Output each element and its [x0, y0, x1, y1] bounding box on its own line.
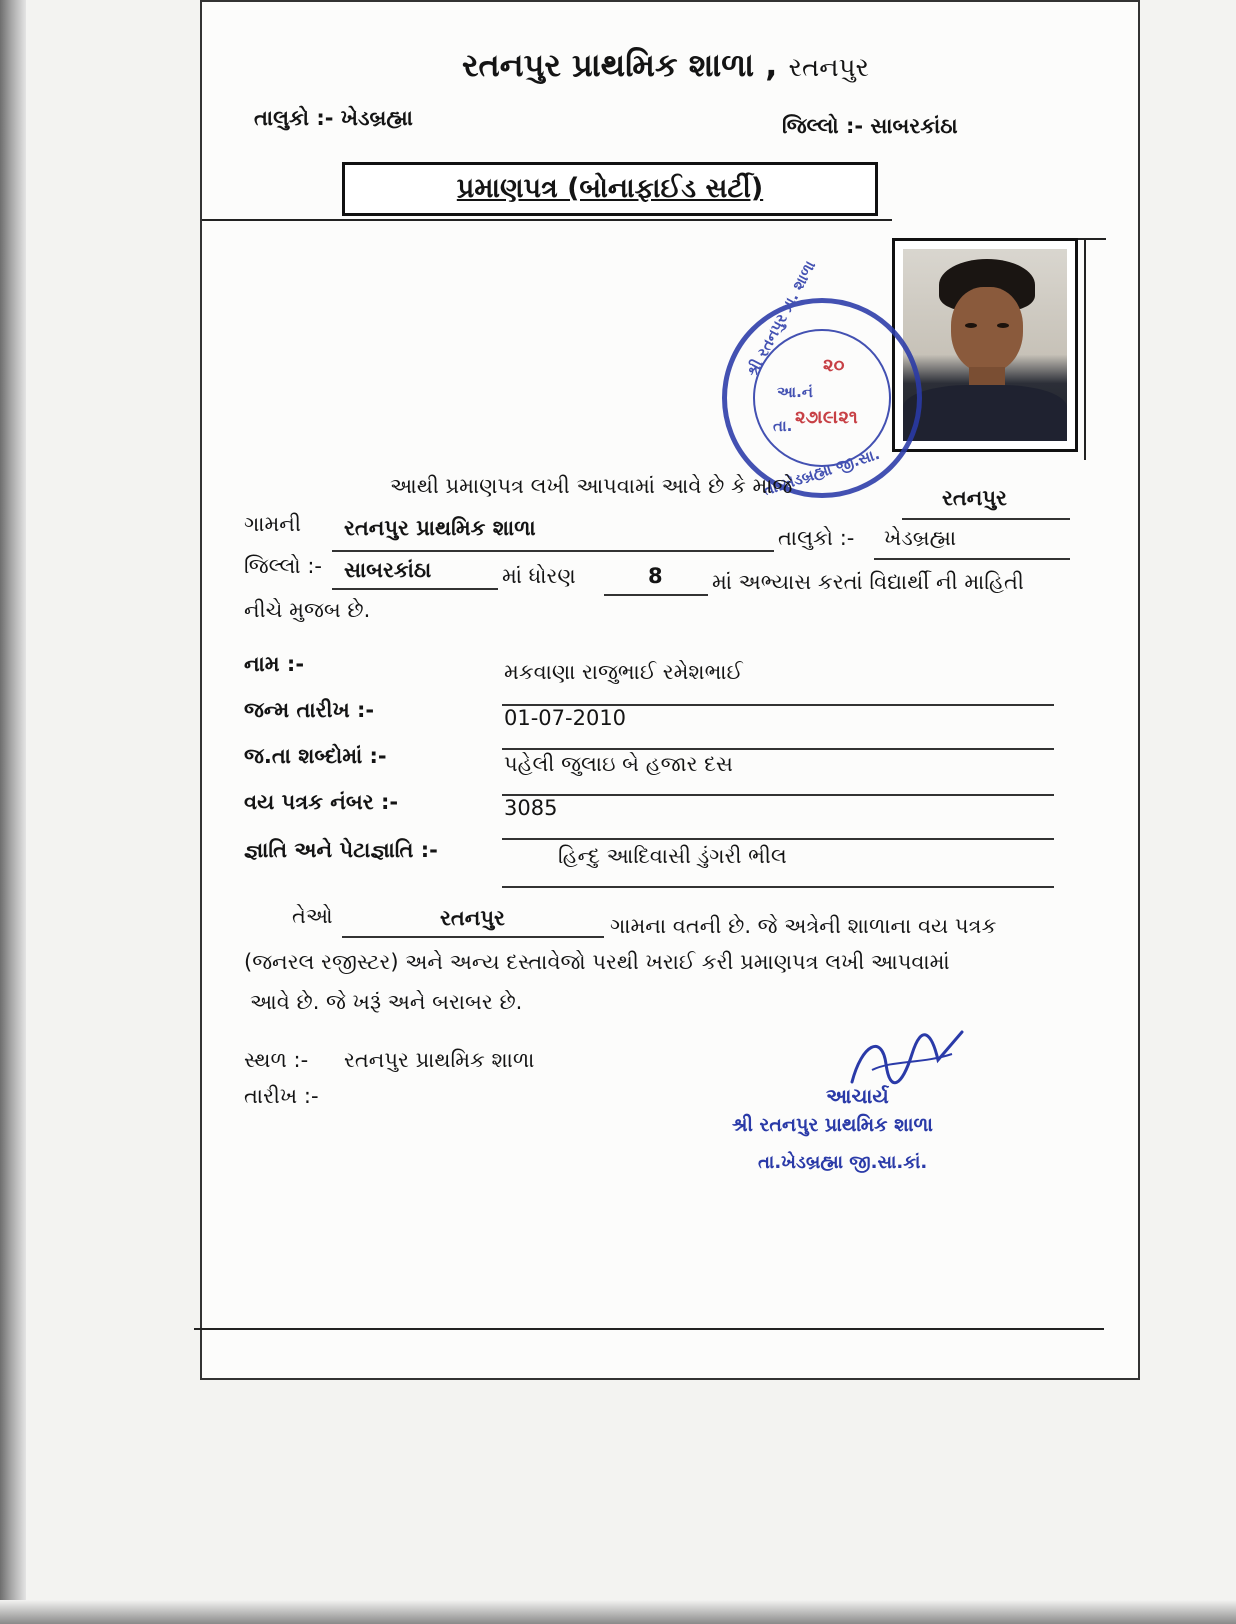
header-taluka: [254, 106, 413, 131]
scan-bottom-shadow: [0, 1600, 1236, 1624]
field-dob-label: જન્મ તારીખ :-: [244, 698, 375, 722]
school-village: રતનપુર: [788, 53, 869, 83]
field-name-value: મકવાણા રાજુભાઈ રમેશભાઈ: [504, 660, 743, 684]
closing-line-3: આવે છે. જે ખરૂં અને બરાબર છે.: [250, 990, 523, 1014]
intro-district: સાબરકાંઠા: [344, 558, 432, 582]
school-name: રતનપુર પ્રાથમિક શાળા ,: [462, 46, 778, 84]
certificate-sheet: [200, 0, 1140, 1380]
field-name-label: નામ :-: [244, 652, 305, 676]
student-photo-frame: [892, 238, 1078, 452]
school-title: [462, 46, 869, 85]
date-label: તારીખ :-: [244, 1084, 319, 1108]
taluka-value: ખેડબ્રહ્મા: [340, 106, 413, 130]
stamp-outer-text: શ્રી રતનપુર પ્રા. શાળા: [743, 257, 820, 380]
header-divider: [202, 219, 892, 221]
place-value: રતનપુર પ્રાથમિક શાળા: [344, 1048, 535, 1072]
intro-village-label: ગામની: [244, 512, 301, 536]
school-stamp: [722, 257, 922, 500]
intro-village: રતનપુર: [942, 486, 1007, 510]
intro-std-label: માં ધોરણ: [502, 564, 576, 588]
stamp-date: ૨૭।૯।૨૧: [795, 407, 858, 428]
field-caste-value: હિન્દુ આદિવાસી ડુંગરી ભીલ: [558, 844, 787, 868]
intro-tail: માં અભ્યાસ કરતાં વિદ્યાર્થી ની માહિતી: [712, 570, 1024, 594]
stamp-date-label: તા.: [773, 417, 793, 435]
field-caste-label: જ્ઞાતિ અને પેટાજ્ઞાતિ :-: [244, 838, 438, 862]
intro-line-1: આથી પ્રમાણપત્ર લખી આપવામાં આવે છે કે માજે: [390, 474, 793, 498]
certificate-title: પ્રમાણપત્ર (બોનાફાઈડ સર્ટી): [456, 173, 764, 204]
taluka-label: તાલુકો :-: [254, 106, 334, 130]
header-district: [782, 114, 958, 139]
closing-pre: તેઓ: [292, 904, 333, 928]
field-dob-value: 01-07-2010: [504, 706, 627, 730]
photo-side-line: [1084, 238, 1086, 460]
signature-school: શ્રી રતનપુર પ્રાથમિક શાળા: [732, 1114, 933, 1136]
intro-line-3: નીચે મુજબ છે.: [244, 598, 371, 622]
student-photo: [903, 249, 1067, 441]
photo-tick-line: [1078, 238, 1106, 240]
intro-school: રતનપુર પ્રાથમિક શાળા: [344, 516, 536, 540]
district-value: સાબરકાંઠા: [870, 114, 958, 138]
intro-std: 8: [648, 564, 663, 588]
field-register-no-label: વય પત્રક નંબર :-: [244, 790, 399, 814]
certificate-title-box: [342, 162, 878, 216]
closing-line-1: ગામના વતની છે. જે અત્રેની શાળાના વય પત્રક: [610, 914, 997, 938]
closing-village: રતનપુર: [440, 906, 505, 930]
field-dob-words-label: જ.તા શબ્દોમાં :-: [244, 744, 387, 768]
stamp-inward-number: ૨૦: [823, 355, 845, 376]
field-register-no-value: 3085: [504, 796, 558, 820]
stamp-bottom-text: તા.ખેડબ્રહ્મા જી.સા.: [761, 444, 882, 500]
district-label: જિલ્લો :-: [782, 114, 864, 138]
closing-line-2: (જનરલ રજીસ્ટર) અને અન્ય દસ્તાવેજો પરથી ખરાઈ કરી પ્રમાણપત્ર લખી આપવામાં: [244, 950, 950, 974]
scan-edge-shadow: [0, 0, 26, 1624]
bottom-rule: [194, 1328, 1104, 1330]
signature-address: તા.ખેડબ્રહ્મા જી.સા.કાં.: [758, 1152, 928, 1173]
principal-title: આચાર્ય: [826, 1084, 889, 1108]
intro-district-label: જિલ્લો :-: [244, 554, 322, 578]
intro-taluka: ખેડબ્રહ્મા: [884, 526, 957, 550]
field-dob-words-value: પહેલી જુલાઇ બે હજાર દસ: [504, 752, 733, 776]
stamp-inward-label: આ.નં: [777, 383, 813, 401]
intro-taluka-label: તાલુકો :-: [778, 526, 855, 550]
place-label: સ્થળ :-: [244, 1048, 309, 1072]
